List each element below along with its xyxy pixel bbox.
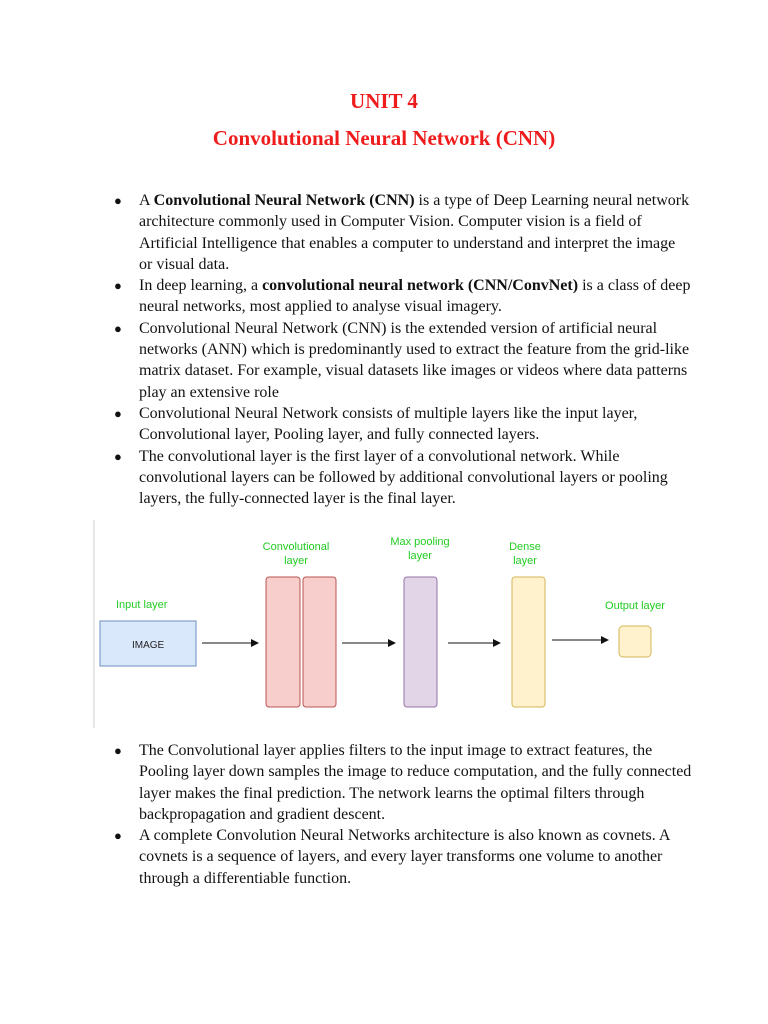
bullet-text: The Convolutional layer applies filters to the input image to extract features, the Pooling layer down samples the image to reduce computation, and the fully connected layer makes the final prediction. The network learns the optimal filters through backpropagation and gradient descent. <box>139 742 692 823</box>
bullet-icon: ● <box>114 743 122 758</box>
list-item <box>112 446 692 510</box>
list-item <box>112 403 692 446</box>
bullet-text: is a class of deep neural networks, most applied to analyse visual imagery. <box>139 277 691 316</box>
bullet-text: Convolutional Neural Network (CNN) is the extended version of artificial neural networks (ANN) which is predominantly used to extract the feature from the grid-like matrix dataset. For example, visual datasets like images or videos where data patterns play an extensive role <box>139 319 690 401</box>
bullet-text: In deep learning, a <box>139 277 263 295</box>
conv-layer-box-1 <box>266 577 300 707</box>
image-box-text: IMAGE <box>132 640 165 651</box>
conv-layer-box-2 <box>303 577 336 707</box>
list-item <box>112 275 692 318</box>
dense-layer-box <box>512 577 545 707</box>
bullet-icon: ● <box>114 193 122 208</box>
dense-label-line2: layer <box>513 555 537 567</box>
list-item <box>112 740 692 825</box>
bold-term: convolutional neural network (CNN/ConvNet) <box>262 277 579 295</box>
bullet-text: Convolutional Neural Network consists of multiple layers like the input layer, Convolutional layer, Pooling layer, and fully connected layers. <box>139 404 638 444</box>
pool-label-line1: Max pooling <box>390 536 450 548</box>
bullet-text: A <box>139 192 154 209</box>
list-item <box>112 825 692 889</box>
list-item <box>112 318 692 403</box>
bullet-icon: ● <box>114 278 122 294</box>
closing-bullet-list <box>112 740 692 889</box>
output-layer-box <box>619 626 651 657</box>
cnn-architecture-diagram <box>92 520 692 732</box>
bold-term: Convolutional Neural Network (CNN) <box>153 192 415 209</box>
bullet-text: The convolutional layer is the first layer of a convolutional network. While convolutional layers can be followed by additional convolutional layers or pooling layers, the fully-connected layer is the final layer. <box>139 447 668 508</box>
bullet-icon: ● <box>114 828 122 844</box>
max-pooling-layer-box <box>404 577 437 707</box>
diagram-canvas <box>92 520 692 732</box>
bullet-text: A complete Convolution Neural Networks architecture is also known as covnets. A covnets is a sequence of layers, and every layer transforms one volume to another through a differentiable function. <box>139 827 670 887</box>
pool-label-line2: layer <box>408 550 432 562</box>
input-layer-label: Input layer <box>116 599 168 611</box>
list-item <box>112 190 692 275</box>
output-layer-label: Output layer <box>605 600 665 612</box>
unit-heading: UNIT 4 <box>350 89 418 113</box>
conv-label-line1: Convolutional <box>262 541 330 553</box>
bullet-text: is a type of Deep Learning neural network architecture commonly used in Computer Vision. Computer vision is a field of Artificial Intelligence that enables a computer to understand and interpret the image or visual data. <box>139 192 690 273</box>
bullet-icon: ● <box>114 448 122 464</box>
bullet-icon: ● <box>114 405 122 421</box>
bullet-icon: ● <box>114 320 122 336</box>
conv-label-line2: layer <box>284 555 308 567</box>
intro-bullet-list <box>112 190 692 509</box>
dense-label-line1: Dense <box>509 541 541 553</box>
page-title: Convolutional Neural Network (CNN) <box>212 126 556 150</box>
